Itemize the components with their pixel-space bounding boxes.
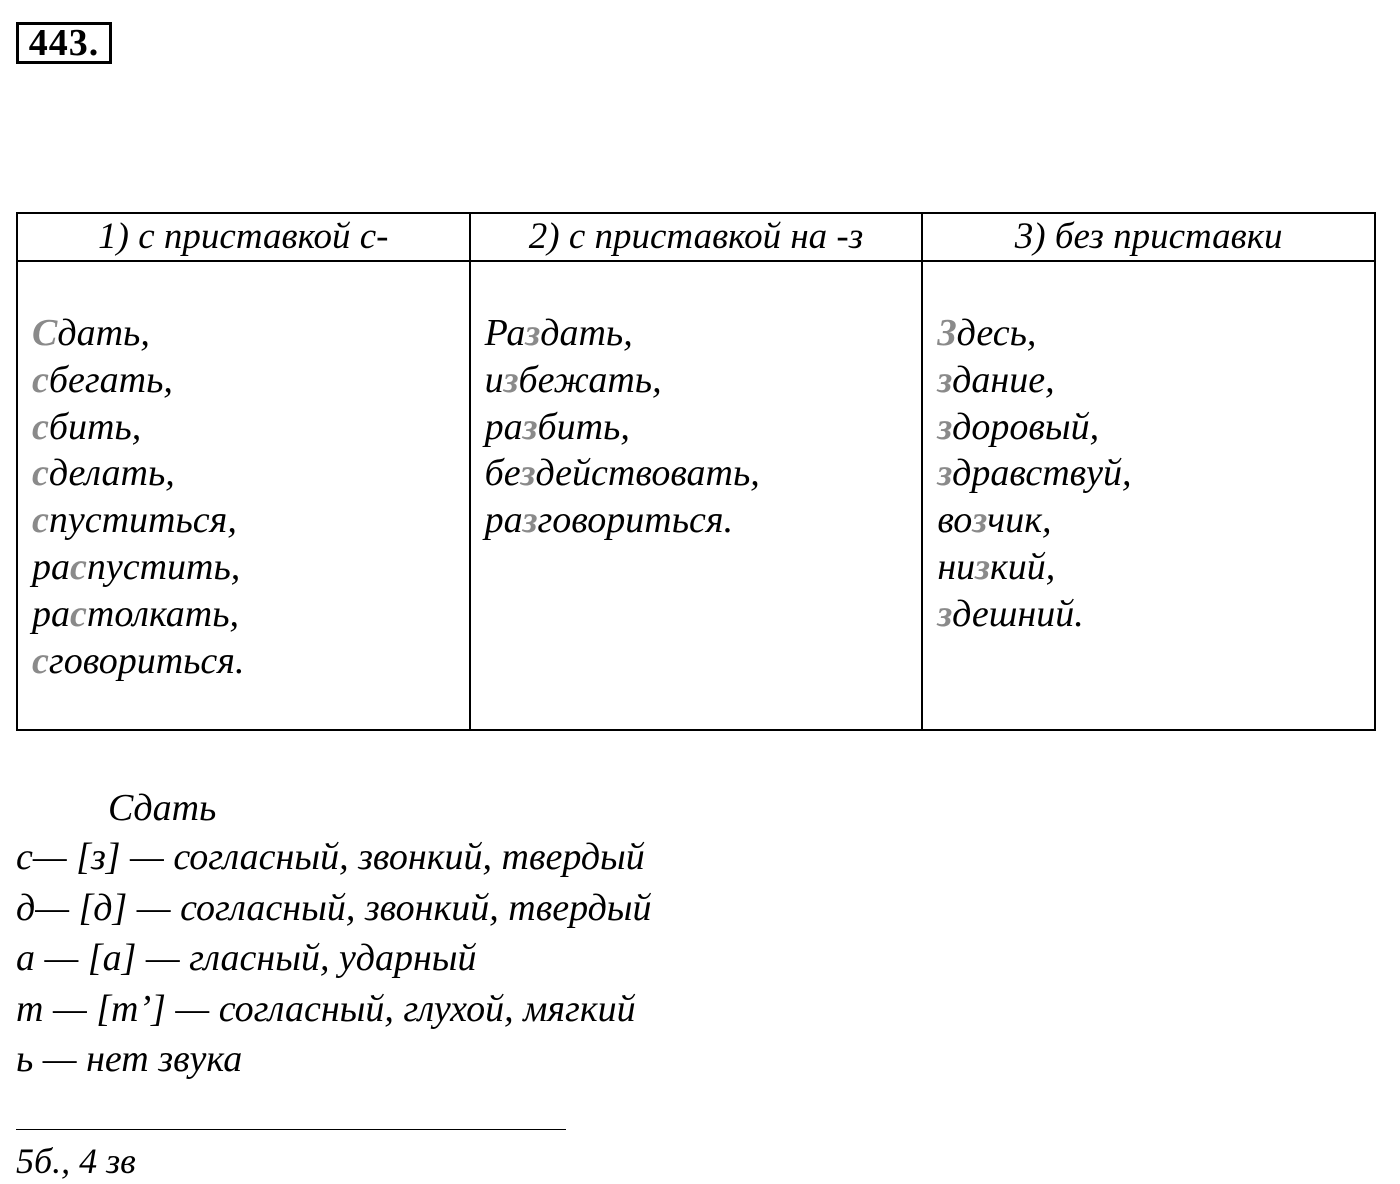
- word-part-after: говориться.: [537, 499, 734, 542]
- highlighted-letter: с: [70, 545, 87, 588]
- word-item: [32, 638, 469, 685]
- highlighted-letter: з: [503, 358, 519, 401]
- word-column-prefix-z: [470, 261, 923, 730]
- phonetic-analysis: [16, 784, 652, 1085]
- highlighted-letter: с: [32, 639, 49, 682]
- highlighted-letter: З: [937, 312, 957, 354]
- word-item: [32, 497, 469, 544]
- word-part-after: делать,: [48, 452, 175, 495]
- highlighted-letter: с: [70, 592, 87, 635]
- highlighted-letter: з: [520, 452, 536, 495]
- word-item: [32, 357, 469, 404]
- word-column-prefix-s: [17, 261, 470, 730]
- word-item: [32, 404, 469, 451]
- word-part-before: ра: [484, 499, 523, 542]
- highlighted-letter: С: [32, 312, 58, 354]
- word-item: [937, 591, 1374, 638]
- word-item: [937, 544, 1374, 591]
- letters-sounds-count: 5б., 4 зв: [16, 1141, 136, 1181]
- word-part-after: пустить,: [86, 545, 241, 588]
- highlighted-letter: з: [972, 499, 988, 542]
- word-part-after: бежать,: [518, 358, 662, 401]
- word-part-before: бе: [484, 452, 521, 495]
- word-item: [485, 404, 922, 451]
- word-part-after: дать,: [540, 312, 633, 354]
- phonetic-line: с— [з] — согласный, звонкий, твердый: [16, 836, 645, 878]
- highlighted-letter: з: [937, 452, 953, 495]
- word-part-before: ни: [937, 545, 976, 588]
- phonetic-word-title: Сдать: [108, 787, 217, 829]
- word-item: [937, 404, 1374, 451]
- highlighted-letter: с: [32, 452, 49, 495]
- word-item: [485, 357, 922, 404]
- word-item: [937, 497, 1374, 544]
- word-item: [32, 310, 469, 357]
- word-part-before: во: [937, 499, 973, 542]
- word-part-after: дать,: [57, 312, 150, 354]
- word-part-after: толкать,: [86, 592, 240, 635]
- word-part-after: бить,: [48, 405, 142, 448]
- word-part-after: действовать,: [535, 452, 760, 495]
- highlighted-letter: з: [522, 499, 538, 542]
- word-part-after: пуститься,: [48, 499, 237, 542]
- column-header-prefix-s: 1) с приставкой с-: [17, 213, 470, 261]
- word-part-after: доровый,: [952, 405, 1100, 448]
- phonetic-line: а — [а] — гласный, ударный: [16, 937, 477, 979]
- word-part-after: кий,: [990, 545, 1056, 588]
- word-part-after: дание,: [952, 358, 1055, 401]
- word-part-before: ра: [484, 405, 523, 448]
- word-part-before: Ра: [484, 312, 526, 354]
- word-item: [485, 497, 922, 544]
- word-item: [485, 310, 922, 357]
- word-column-no-prefix: [922, 261, 1375, 730]
- highlighted-letter: з: [525, 312, 541, 354]
- highlighted-letter: с: [32, 358, 49, 401]
- word-part-after: десь,: [956, 312, 1037, 354]
- word-item: [937, 310, 1374, 357]
- word-part-after: дешний.: [952, 592, 1084, 635]
- word-part-after: чик,: [987, 499, 1052, 542]
- column-header-prefix-z: 2) с приставкой на -з: [470, 213, 923, 261]
- exercise-number: 443.: [16, 22, 112, 64]
- word-part-after: дравствуй,: [952, 452, 1132, 495]
- word-classification-table: [16, 212, 1376, 731]
- highlighted-letter: з: [937, 358, 953, 401]
- phonetic-line: ь — нет звука: [16, 1038, 243, 1080]
- word-part-before: и: [484, 358, 504, 401]
- highlighted-letter: с: [32, 405, 49, 448]
- word-item: [485, 450, 922, 497]
- footnote-divider: [16, 1129, 566, 1130]
- word-item: [32, 591, 469, 638]
- word-part-after: говориться.: [48, 639, 245, 682]
- highlighted-letter: з: [937, 592, 953, 635]
- word-part-after: бить,: [537, 405, 630, 448]
- word-item: [937, 450, 1374, 497]
- word-item: [32, 450, 469, 497]
- highlighted-letter: з: [937, 405, 953, 448]
- table-body-row: [17, 261, 1375, 730]
- column-header-no-prefix: 3) без приставки: [922, 213, 1375, 261]
- highlighted-letter: з: [522, 405, 538, 448]
- word-part-before: ра: [32, 592, 70, 635]
- word-item: [32, 544, 469, 591]
- table-header-row: [17, 213, 1375, 261]
- word-item: [937, 357, 1374, 404]
- phonetic-line: т — [т’] — согласный, глухой, мягкий: [16, 987, 636, 1030]
- word-part-after: бегать,: [48, 358, 173, 401]
- word-part-before: ра: [32, 545, 70, 588]
- highlighted-letter: з: [975, 545, 990, 588]
- highlighted-letter: с: [32, 499, 49, 542]
- phonetic-line: д— [д] — согласный, звонкий, твердый: [16, 886, 652, 929]
